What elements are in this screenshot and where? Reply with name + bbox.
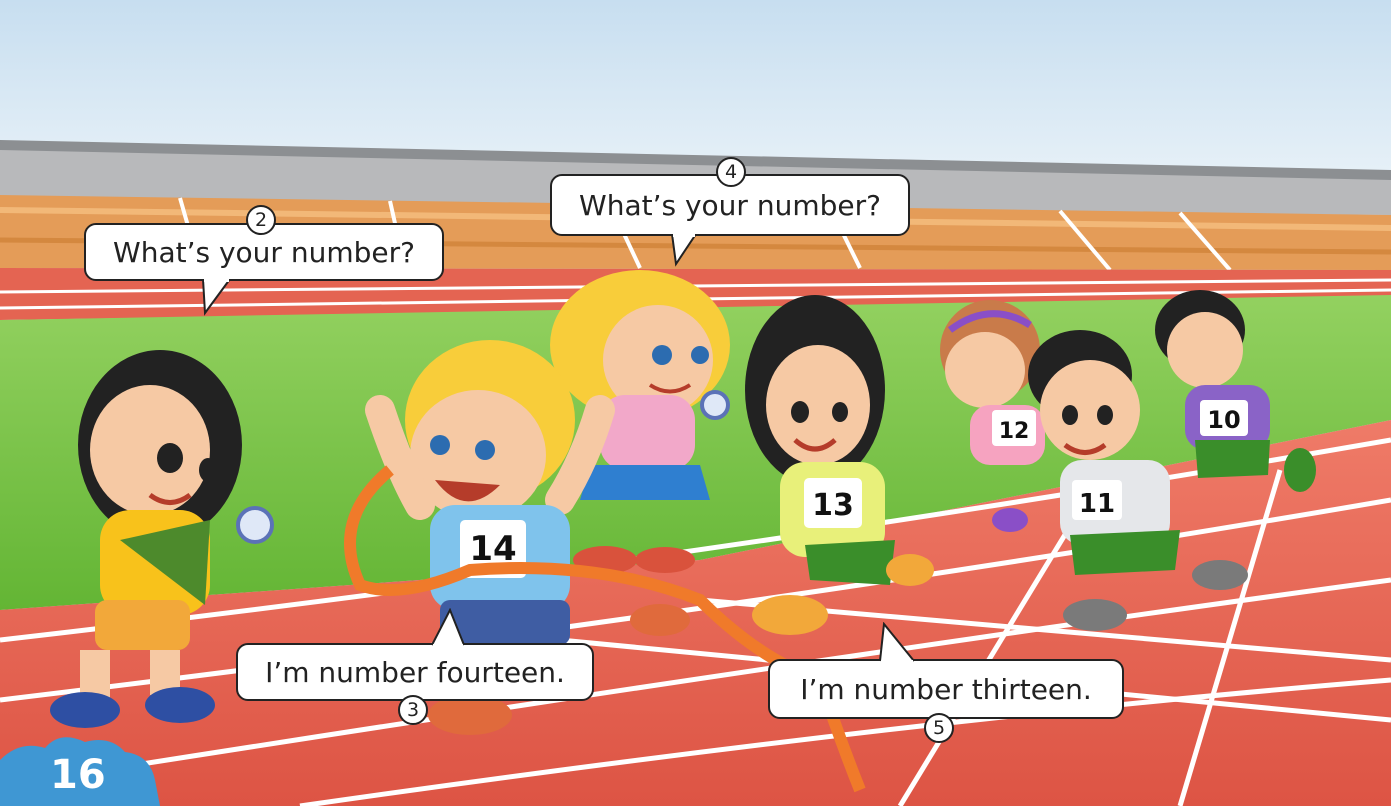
speech-text-5: I’m number thirteen.	[800, 672, 1092, 706]
step-number-5: 5	[924, 713, 954, 743]
speech-text-3: I’m number fourteen.	[265, 655, 565, 689]
speech-bubble-3	[236, 643, 594, 701]
bubble-tail-2	[200, 279, 240, 319]
step-number-4: 4	[716, 157, 746, 187]
page-number: 16	[50, 752, 106, 798]
runner-13-bib: 13	[812, 488, 854, 523]
runner-11-bib: 11	[1078, 489, 1116, 519]
bubble-tail-5	[878, 622, 922, 662]
step-number-2: 2	[246, 205, 276, 235]
step-number-3: 3	[398, 695, 428, 725]
speech-bubble-5	[768, 659, 1124, 719]
bubble-tail-4	[668, 234, 708, 270]
runner-12-bib: 12	[998, 419, 1030, 444]
speech-text-2: What’s your number?	[113, 235, 415, 269]
bubble-tail-3	[430, 608, 470, 648]
speech-text-4: What’s your number?	[579, 188, 881, 222]
runner-10-bib: 10	[1207, 406, 1241, 434]
runner-14-bib: 14	[469, 529, 517, 569]
